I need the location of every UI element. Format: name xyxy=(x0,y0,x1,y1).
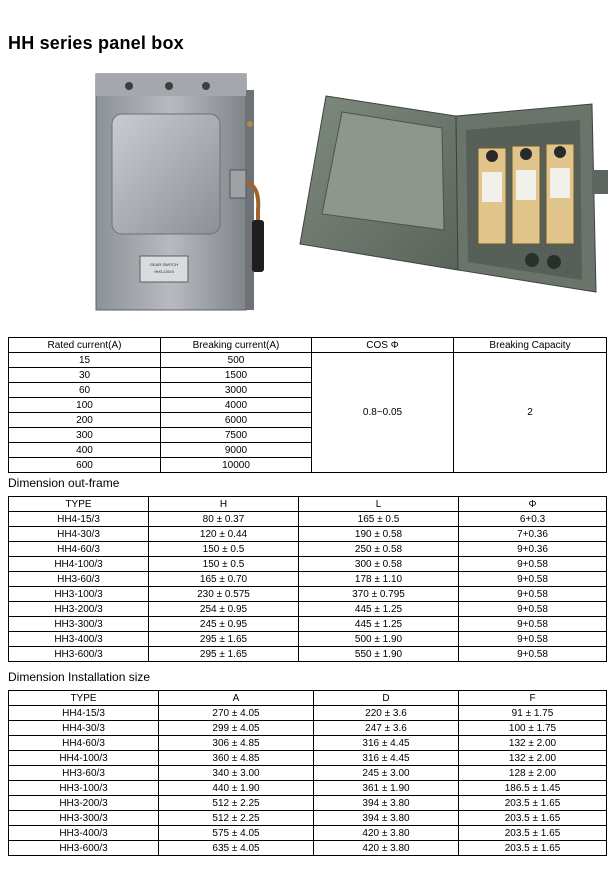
rating-table-header xyxy=(9,338,607,353)
cell: 203.5 ± 1.65 xyxy=(459,841,607,856)
cell: HH4-30/3 xyxy=(9,721,159,736)
table-row xyxy=(9,587,607,602)
cell: 360 ± 4.85 xyxy=(159,751,314,766)
cell: HH4-60/3 xyxy=(9,736,159,751)
closed-panel-box-image xyxy=(84,70,280,318)
table-row xyxy=(9,542,607,557)
cell: 270 ± 4.05 xyxy=(159,706,314,721)
cell: 186.5 ± 1.45 xyxy=(459,781,607,796)
cell: 100 xyxy=(9,398,161,413)
cell: HH4-60/3 xyxy=(9,542,149,557)
cell: 30 xyxy=(9,368,161,383)
cell: 440 ± 1.90 xyxy=(159,781,314,796)
cell: 295 ± 1.65 xyxy=(149,632,299,647)
table-row xyxy=(9,512,607,527)
cell: 132 ± 2.00 xyxy=(459,736,607,751)
cell: 150 ± 0.5 xyxy=(149,542,299,557)
header-type: TYPE xyxy=(9,497,149,512)
cell: 9+0.58 xyxy=(459,557,607,572)
breaking-capacity-value: 2 xyxy=(454,353,607,473)
cell: HH3-200/3 xyxy=(9,602,149,617)
cell: 1500 xyxy=(161,368,312,383)
cell: HH3-60/3 xyxy=(9,766,159,781)
cell: 512 ± 2.25 xyxy=(159,811,314,826)
cell: 420 ± 3.80 xyxy=(314,826,459,841)
cell: HH4-15/3 xyxy=(9,706,159,721)
cell: HH3-600/3 xyxy=(9,841,159,856)
cell: 91 ± 1.75 xyxy=(459,706,607,721)
cell: 400 xyxy=(9,443,161,458)
cell: HH3-60/3 xyxy=(9,572,149,587)
cell: 306 ± 4.85 xyxy=(159,736,314,751)
cell: 132 ± 2.00 xyxy=(459,751,607,766)
header-breaking-capacity: Breaking Capacity xyxy=(454,338,607,353)
page-title: HH series panel box xyxy=(8,33,184,53)
cell: 300 xyxy=(9,428,161,443)
outframe-table xyxy=(8,496,607,662)
cell: 203.5 ± 1.65 xyxy=(459,826,607,841)
cell: HH4-100/3 xyxy=(9,751,159,766)
cell: 300 ± 0.58 xyxy=(299,557,459,572)
cell: 500 xyxy=(161,353,312,368)
cell: 165 ± 0.5 xyxy=(299,512,459,527)
table-row xyxy=(9,781,607,796)
cell: 120 ± 0.44 xyxy=(149,527,299,542)
cell: 361 ± 1.90 xyxy=(314,781,459,796)
cell: 10000 xyxy=(161,458,312,473)
installation-table-header xyxy=(9,691,607,706)
cell: HH3-400/3 xyxy=(9,632,149,647)
cell: 245 ± 3.00 xyxy=(314,766,459,781)
cell: 203.5 ± 1.65 xyxy=(459,811,607,826)
cell: 250 ± 0.58 xyxy=(299,542,459,557)
cell: HH3-100/3 xyxy=(9,587,149,602)
cell: HH4-15/3 xyxy=(9,512,149,527)
cell: 220 ± 3.6 xyxy=(314,706,459,721)
cell: 9+0.58 xyxy=(459,572,607,587)
cell: 445 ± 1.25 xyxy=(299,602,459,617)
cell: 340 ± 3.00 xyxy=(159,766,314,781)
table-row xyxy=(9,721,607,736)
cell: HH4-30/3 xyxy=(9,527,149,542)
cell: 9+0.58 xyxy=(459,647,607,662)
cell: 512 ± 2.25 xyxy=(159,796,314,811)
cell: 600 xyxy=(9,458,161,473)
cell: 295 ± 1.65 xyxy=(149,647,299,662)
table-row xyxy=(9,602,607,617)
cell: 9+0.58 xyxy=(459,602,607,617)
table-row xyxy=(9,617,607,632)
table-row xyxy=(9,527,607,542)
cell: 247 ± 3.6 xyxy=(314,721,459,736)
header-f: F xyxy=(459,691,607,706)
cell: 299 ± 4.05 xyxy=(159,721,314,736)
header-l: L xyxy=(299,497,459,512)
cell: 9+0.36 xyxy=(459,542,607,557)
cell: HH3-100/3 xyxy=(9,781,159,796)
cell: HH3-400/3 xyxy=(9,826,159,841)
cell: 445 ± 1.25 xyxy=(299,617,459,632)
cell: 80 ± 0.37 xyxy=(149,512,299,527)
cell: 150 ± 0.5 xyxy=(149,557,299,572)
cos-phi-value: 0.8~0.05 xyxy=(312,353,454,473)
header-h: H xyxy=(149,497,299,512)
cell: 550 ± 1.90 xyxy=(299,647,459,662)
cell: 128 ± 2.00 xyxy=(459,766,607,781)
table-row xyxy=(9,632,607,647)
cell: 370 ± 0.795 xyxy=(299,587,459,602)
table-row xyxy=(9,841,607,856)
cell: 245 ± 0.95 xyxy=(149,617,299,632)
cell: 178 ± 1.10 xyxy=(299,572,459,587)
cell: 394 ± 3.80 xyxy=(314,811,459,826)
cell: 60 xyxy=(9,383,161,398)
cell: 420 ± 3.80 xyxy=(314,841,459,856)
cell: 254 ± 0.95 xyxy=(149,602,299,617)
cell: 3000 xyxy=(161,383,312,398)
section-title-outframe: Dimension out-frame xyxy=(8,476,120,490)
table-row xyxy=(9,647,607,662)
cell: 6000 xyxy=(161,413,312,428)
cell: 203.5 ± 1.65 xyxy=(459,796,607,811)
table-row xyxy=(9,736,607,751)
cell: 9+0.58 xyxy=(459,632,607,647)
plate-text-line2: HH3-100/3 xyxy=(154,269,174,274)
header-type: TYPE xyxy=(9,691,159,706)
rating-table xyxy=(8,337,607,473)
section-title-installation: Dimension Installation size xyxy=(8,670,151,684)
header-cos-phi: COS Φ xyxy=(312,338,454,353)
table-row xyxy=(9,353,607,368)
header-d: D xyxy=(314,691,459,706)
cell: 6+0.3 xyxy=(459,512,607,527)
table-row xyxy=(9,751,607,766)
table-row xyxy=(9,796,607,811)
cell: 7500 xyxy=(161,428,312,443)
cell: HH3-600/3 xyxy=(9,647,149,662)
header-rated-current: Rated current(A) xyxy=(9,338,161,353)
header-a: A xyxy=(159,691,314,706)
table-row xyxy=(9,811,607,826)
plate-text-line1: GEAR SWITCH xyxy=(149,262,179,267)
cell: 9+0.58 xyxy=(459,617,607,632)
table-row xyxy=(9,572,607,587)
cell: 635 ± 4.05 xyxy=(159,841,314,856)
outframe-table-header xyxy=(9,497,607,512)
cell: 9+0.58 xyxy=(459,587,607,602)
cell: 500 ± 1.90 xyxy=(299,632,459,647)
cell: 100 ± 1.75 xyxy=(459,721,607,736)
table-row xyxy=(9,557,607,572)
cell: 200 xyxy=(9,413,161,428)
cell: HH4-100/3 xyxy=(9,557,149,572)
cell: 9000 xyxy=(161,443,312,458)
header-breaking-current: Breaking current(A) xyxy=(161,338,312,353)
cell: 15 xyxy=(9,353,161,368)
cell: 190 ± 0.58 xyxy=(299,527,459,542)
installation-table xyxy=(8,690,607,856)
table-row xyxy=(9,766,607,781)
cell: 316 ± 4.45 xyxy=(314,751,459,766)
cell: 4000 xyxy=(161,398,312,413)
open-panel-box-image xyxy=(296,90,612,302)
cell: 230 ± 0.575 xyxy=(149,587,299,602)
cell: 165 ± 0.70 xyxy=(149,572,299,587)
cell: HH3-200/3 xyxy=(9,796,159,811)
cell: HH3-300/3 xyxy=(9,811,159,826)
table-row xyxy=(9,706,607,721)
cell: HH3-300/3 xyxy=(9,617,149,632)
table-row xyxy=(9,826,607,841)
cell: 316 ± 4.45 xyxy=(314,736,459,751)
cell: 575 ± 4.05 xyxy=(159,826,314,841)
cell: 7+0.36 xyxy=(459,527,607,542)
header-phi: Φ xyxy=(459,497,607,512)
cell: 394 ± 3.80 xyxy=(314,796,459,811)
